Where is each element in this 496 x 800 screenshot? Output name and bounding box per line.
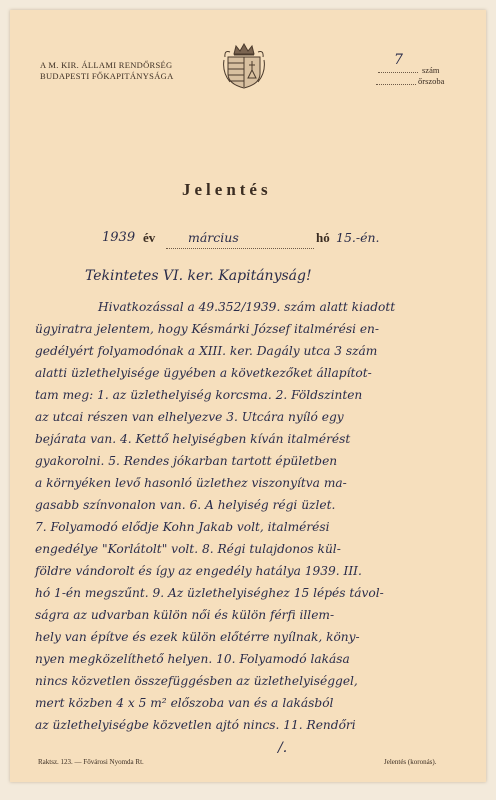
body-line: alatti üzlethelyisége ügyében a következőket állapítot- [35,366,372,380]
date-year-label: év [143,230,156,245]
coat-of-arms-icon [222,42,266,90]
authority-name-line2: BUDAPESTI FŐKAPITÁNYSÁGA [40,71,174,81]
body-line: nincs közvetlen összefüggésben az üzlethelyiséggel, [35,674,358,688]
document-page [10,10,486,782]
body-line: 7. Folyamodó elődje Kohn Jakab volt, italmérési [35,520,330,534]
body-line: nyen megközelíthető helyen. 10. Folyamodó lakása [35,652,350,666]
date-month: március [188,230,239,245]
authority-name-line1: A M. KIR. ÁLLAMI RENDŐRSÉG [40,60,173,70]
date-year: 1939 [102,230,136,245]
report-number-dotted-line [378,72,418,73]
body-line: gasabb színvonalon van. 6. A helyiség régi üzlet. [35,498,336,512]
footer-form-name: Jelentés (koronás). [384,758,437,766]
salutation: Tekintetes VI. ker. Kapitányság! [85,268,312,284]
date-day-label: hó [316,230,330,245]
body-line: ságra az udvarban külön női és külön férfi illem- [35,608,335,622]
office-label: őrszoba [418,76,445,86]
body-line: hó 1-én megszűnt. 9. Az üzlethelyiséghez 15 lépés távol- [35,586,384,600]
report-number-label: szám [422,65,440,75]
report-number-value: 7 [394,52,403,68]
body-line: hely van építve és ezek külön előtérre nyílnak, köny- [35,630,360,644]
body-line: bejárata van. 4. Kettő helyiségben kíván italmérést [35,432,351,446]
document-title: Jelentés [182,180,272,199]
body-line: mert közben 4 x 5 m² előszoba van és a lakásból [35,696,334,710]
body-line: a környéken levő hasonló üzlethez viszonyítva ma- [35,476,347,490]
body-line: az üzlethelyiségbe közvetlen ajtó nincs. 11. Rendőri [35,718,356,732]
body-line: tam meg: 1. az üzlethelyiség korcsma. 2. Földszinten [35,388,363,402]
body-line: gyakorolni. 5. Rendes jókarban tartott épületben [35,454,338,468]
date-day: 15.-én. [336,230,380,245]
body-line: gedélyért folyamodónak a XIII. ker. Dagály utca 3 szám [35,344,378,358]
date-month-dotted-line [166,248,314,249]
body-line: Hivatkozással a 49.352/1939. szám alatt kiadott [98,300,396,314]
body-line: földre vándorolt és így az engedély hatálya 1939. III. [35,564,362,578]
footer-print-note: Raktsz. 123. — Fővárosi Nyomda Rt. [38,758,144,766]
body-line: engedélye "Korlátolt" volt. 8. Régi tulajdonos kül- [35,542,341,556]
body-line: ügyiratra jelentem, hogy Késmárki József italmérési en- [35,322,380,336]
office-dotted-line [376,84,416,85]
body-line: az utcai részen van elhelyezve 3. Utcára nyíló egy [35,410,344,424]
page-mark: /. [278,740,288,756]
